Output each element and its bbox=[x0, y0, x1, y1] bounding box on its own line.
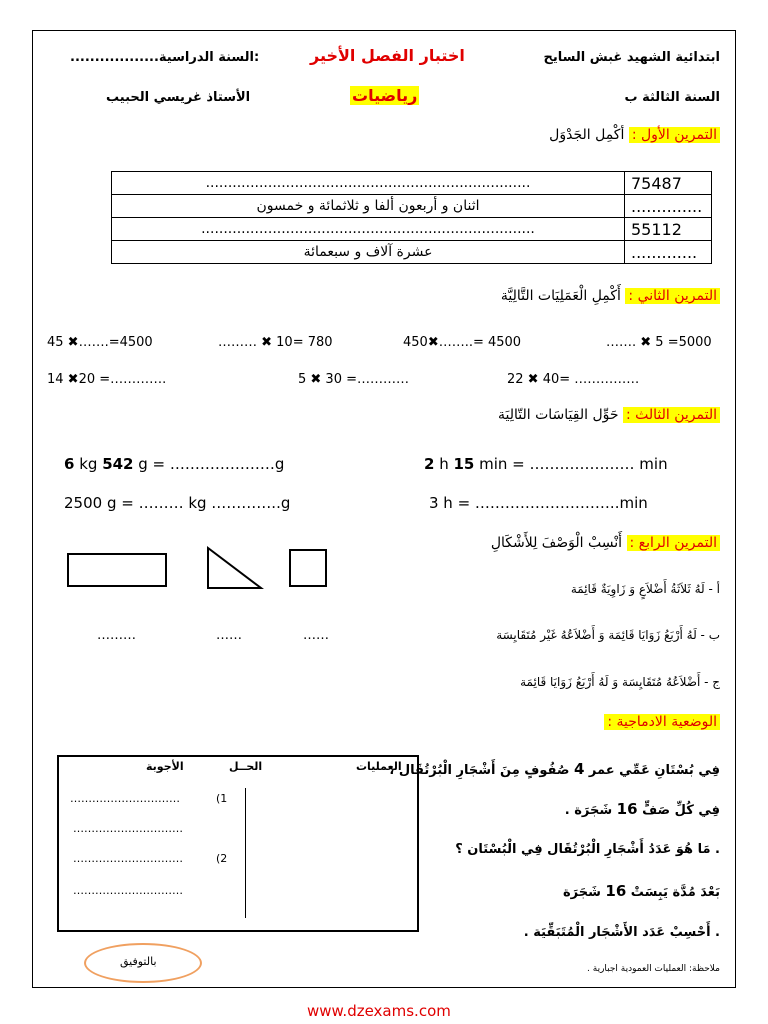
operation[interactable]: 5 ✖ 30 =………… bbox=[298, 372, 409, 387]
table-cell-number[interactable]: .............. bbox=[625, 195, 712, 218]
measure-value: 15 bbox=[453, 455, 475, 473]
col-answers: الأجوبة bbox=[146, 760, 184, 773]
measure-rest: g = …………………g bbox=[133, 455, 285, 473]
answer-line[interactable]: ………………………… bbox=[73, 822, 183, 835]
answer-box bbox=[57, 755, 419, 932]
table-cell-number: 55112 bbox=[625, 218, 712, 241]
table-cell-text: اثنان و أربعون ألفا و ثلاثمائة و خمسون bbox=[112, 195, 625, 218]
problem-question: . أَحْسِبْ عَدَد الأَشْجَار الْمُتَبَقِّيَة . bbox=[523, 925, 720, 940]
ex4-instruction: أَنْسِبْ الْوَصْفَ لِلأَشْكَالِ bbox=[490, 535, 623, 551]
operation[interactable]: 22 ✖ 40= …………… bbox=[507, 372, 640, 387]
table-cell-number: 75487 bbox=[625, 172, 712, 195]
ex1-table bbox=[111, 171, 712, 264]
table-cell-text: عشرة آلاف و سبعمائة bbox=[112, 241, 625, 264]
operation[interactable]: 45 ✖…….=4500 bbox=[47, 335, 153, 350]
problem-number: 16 bbox=[616, 800, 638, 818]
integration-title: الوضعية الادماجية : bbox=[604, 714, 720, 730]
shape-answer[interactable]: ……… bbox=[97, 628, 136, 643]
answer-line[interactable]: ………………………… bbox=[70, 792, 180, 805]
rectangle-shape bbox=[67, 553, 167, 587]
problem-text: شَجَرَة . bbox=[564, 803, 617, 818]
question-number: (1 bbox=[216, 792, 228, 805]
integration-heading bbox=[604, 714, 720, 730]
measure-value: 2 bbox=[424, 455, 435, 473]
operation[interactable]: ……. ✖ 5 =5000 bbox=[606, 335, 712, 350]
measure-g-kg[interactable]: 2500 g = ……… kg …………..g bbox=[64, 494, 291, 512]
answer-line[interactable]: ………………………… bbox=[73, 852, 183, 865]
box-divider bbox=[245, 788, 246, 918]
ex1-instruction: أكْمِل الجَدْوَل bbox=[549, 127, 625, 143]
table-row bbox=[112, 195, 712, 218]
teacher-name: الأستاذ غريسي الحبيب bbox=[106, 90, 251, 105]
ex2-title: التمرين الثاني : bbox=[625, 288, 720, 304]
description-item: أ - لَهُ ثَلاَثَةُ أَضْلاَعٍ وَ زَاوِيَةٌ قَائِمَة bbox=[570, 582, 720, 596]
problem-text: فِي بُسْتَانِ عَمِّي عمر bbox=[584, 763, 720, 778]
square-shape bbox=[289, 549, 327, 587]
question-number: (2 bbox=[216, 852, 228, 865]
exam-title: اختبار الفصل الأخير bbox=[310, 46, 465, 65]
school-name: ابتدائية الشهيد غبش السايح bbox=[543, 50, 720, 65]
measure-unit: kg bbox=[74, 455, 103, 473]
measure-value: 6 bbox=[64, 455, 75, 473]
problem-line bbox=[389, 760, 720, 778]
note: ملاحظة: العمليات العمودية اجبارية . bbox=[587, 964, 720, 974]
measure-value: 542 bbox=[102, 455, 134, 473]
ex3-heading bbox=[498, 407, 720, 423]
school-year-label: السنة الدراسية: bbox=[158, 50, 260, 65]
table-cell-text[interactable]: ........................................................................... bbox=[112, 218, 625, 241]
school-year bbox=[70, 50, 259, 65]
table-row bbox=[112, 241, 712, 264]
operation[interactable]: ……… ✖ 10= 780 bbox=[218, 335, 333, 350]
ex2-instruction: أَكْمِلِ الْعَمَلِيَات التَّالِيَّة bbox=[500, 288, 621, 304]
problem-text: شَجَرَة bbox=[562, 885, 606, 900]
col-solution: الحــل bbox=[229, 760, 263, 773]
ex4-heading bbox=[491, 535, 720, 551]
measure-kg-g[interactable] bbox=[64, 455, 284, 473]
ex3-title: التمرين الثالث : bbox=[623, 407, 720, 423]
ex1-heading bbox=[549, 127, 720, 143]
description-item: ج - أَضْلاَعُهُ مُتَقَايِسَة وَ لَهُ أَرْبَعُ زَوَايَا قَائِمَة bbox=[520, 675, 720, 689]
footer-url[interactable]: www.dzexams.com bbox=[307, 1002, 451, 1020]
problem-text: صُفُوفٍ مِنَ أَشْجَارِ الْبُرْتُقَال ، bbox=[389, 763, 574, 778]
col-operations: العمليات bbox=[356, 760, 402, 773]
operation[interactable]: 450✖……..= 4500 bbox=[403, 335, 522, 350]
ex3-instruction: حَوِّل القِيَاسَات التّالِيَة bbox=[498, 407, 619, 423]
problem-line bbox=[563, 882, 720, 900]
problem-question: . مَا هُوَ عَدَدُ أَشْجَارِ الْبُرْتُقَال فِي الْبُسْتَان ؟ bbox=[455, 842, 720, 857]
table-row bbox=[112, 218, 712, 241]
problem-number: 16 bbox=[605, 882, 627, 900]
table-cell-number[interactable]: ............. bbox=[625, 241, 712, 264]
table-row bbox=[112, 172, 712, 195]
problem-text: فِي كُلِّ صَفٍّ bbox=[637, 803, 720, 818]
class-name: السنة الثالثة ب bbox=[624, 90, 720, 105]
operation[interactable]: 14 ✖20 =…………. bbox=[47, 372, 167, 387]
ex2-heading bbox=[501, 288, 720, 304]
good-luck-text: بالتوفيق bbox=[120, 955, 157, 968]
description-item: ب - لَهُ أَرْبَعُ زَوَايَا قَائِمَة وَ أَضْلاَعُهُ غَيْر مُتَقَايِسَة bbox=[496, 628, 720, 642]
measure-h-min[interactable] bbox=[424, 455, 668, 473]
problem-text: بَعْدَ مُدَّة يَبِسَتْ bbox=[626, 885, 720, 900]
school-year-dots: .................. bbox=[70, 50, 159, 65]
table-cell-text[interactable]: ......................................................................... bbox=[112, 172, 625, 195]
ex1-title: التمرين الأول : bbox=[629, 127, 720, 143]
measure-unit: h bbox=[434, 455, 454, 473]
ex4-title: التمرين الرابع : bbox=[627, 535, 721, 551]
answer-line[interactable]: ………………………… bbox=[73, 884, 183, 897]
subject: رياضيات bbox=[352, 86, 418, 105]
measure-h-to-min[interactable]: 3 h = ………………………..min bbox=[429, 494, 648, 512]
shape-answer[interactable]: …… bbox=[216, 628, 242, 643]
shape-answer[interactable]: …… bbox=[303, 628, 329, 643]
right-triangle-shape bbox=[205, 545, 265, 591]
problem-number: 4 bbox=[573, 760, 585, 778]
problem-line bbox=[565, 800, 720, 818]
measure-rest: min = ………………… min bbox=[474, 455, 668, 473]
